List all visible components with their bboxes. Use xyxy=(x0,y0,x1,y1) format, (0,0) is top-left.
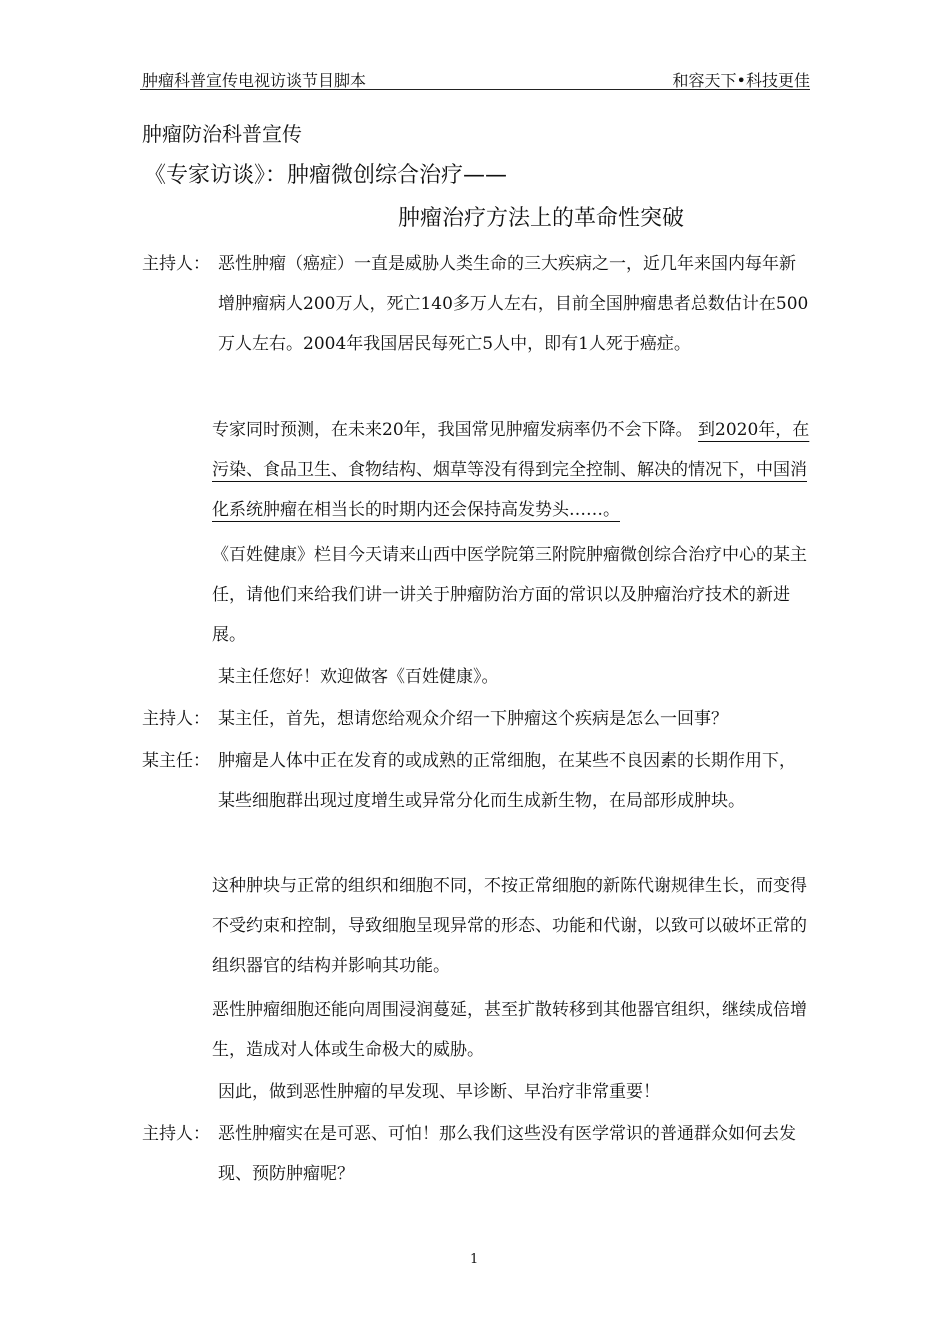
header-rule xyxy=(140,89,810,90)
section-title: 肿瘤防治科普宣传 xyxy=(142,122,302,146)
paragraph: 恶性肿瘤（癌症）一直是威胁人类生命的三大疾病之一，近几年来国内每年新增肿瘤病人200万人，死亡140多万人左右，目前全国肿瘤患者总数估计在500万人左右。2004年我国居民每死亡5人中，即有1人死于癌症。 xyxy=(218,254,809,354)
page-number: 1 xyxy=(470,1252,479,1267)
paragraph: 因此，做到恶性肿瘤的早发现、早诊断、早治疗非常重要！ xyxy=(218,1082,660,1102)
title-line-2: 肿瘤治疗方法上的革命性突破 xyxy=(398,206,685,231)
paragraph: 《百姓健康》栏目今天请来山西中医学院第三附院肿瘤微创综合治疗中心的某主任，请他们来给我们讲一讲关于肿瘤防治方面的常识以及肿瘤治疗技术的新进展。 xyxy=(212,545,807,645)
paragraph: 恶性肿瘤细胞还能向周围浸润蔓延，甚至扩散转移到其他器官组织，继续成倍增生，造成对人体或生命极大的威胁。 xyxy=(212,1000,807,1060)
paragraph: 肿瘤是人体中正在发育的或成熟的正常细胞，在某些不良因素的长期作用下，某些细胞群出现过度增生或异常分化而生成新生物，在局部形成肿块。 xyxy=(218,751,796,811)
paragraph: 某主任您好！欢迎做客《百姓健康》。 xyxy=(218,667,499,687)
paragraph-text: 专家同时预测，在未来20年，我国常见肿瘤发病率仍不会下降。 xyxy=(212,420,693,440)
speaker-host: 主持人： xyxy=(142,254,210,274)
paragraph: 某主任，首先，想请您给观众介绍一下肿瘤这个疾病是怎么一回事？ xyxy=(218,709,728,729)
speaker-director: 某主任： xyxy=(142,751,210,771)
paragraph: 这种肿块与正常的组织和细胞不同，不按正常细胞的新陈代谢规律生长，而变得不受约束和控制，导致细胞呈现异常的形态、功能和代谢，以致可以破坏正常的组织器官的结构并影响其功能。 xyxy=(212,876,807,976)
speaker-host: 主持人： xyxy=(142,1124,210,1144)
paragraph xyxy=(212,410,810,530)
title-line-1: 《专家访谈》：肿瘤微创综合治疗—— xyxy=(144,163,508,188)
underlined-text: 到2020年，在污染、食品卫生、食物结构、烟草等没有得到完全控制、解决的情况下，中国消化系统肿瘤在相当长的时期内还会保持高发势头……。 xyxy=(212,420,810,520)
header-right: 和容天下•科技更佳 xyxy=(672,71,810,90)
header-left: 肿瘤科普宣传电视访谈节目脚本 xyxy=(142,71,367,90)
speaker-host: 主持人： xyxy=(142,709,210,729)
paragraph: 恶性肿瘤实在是可恶、可怕！那么我们这些没有医学常识的普通群众如何去发现、预防肿瘤呢？ xyxy=(218,1124,796,1184)
